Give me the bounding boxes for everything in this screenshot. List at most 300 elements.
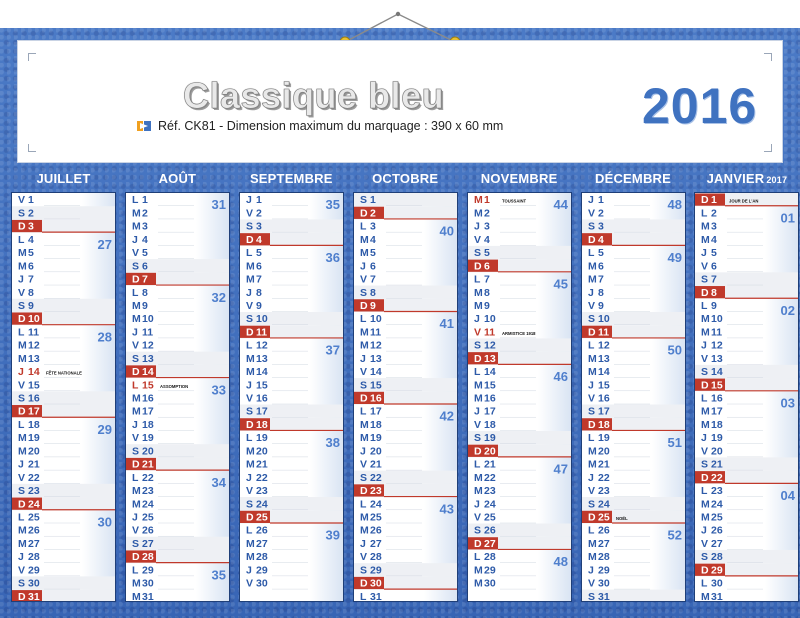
day-number: 9 [483,299,490,312]
day-row [246,340,308,352]
weekday-letter: L [587,247,594,260]
weekday-letter: M [473,577,483,590]
weekday-letter: S [359,564,367,577]
weekday-letter: S [473,432,481,445]
day-number: 7 [141,273,148,286]
day-row [126,365,229,378]
day-row [701,340,763,352]
day-number: 13 [28,352,40,365]
day-row [18,260,80,272]
day-number: 20 [255,445,268,458]
day-number: 3 [369,220,376,233]
week-number: 48 [553,554,568,570]
day-number: 9 [28,299,34,312]
weekday-letter: S [473,247,481,260]
weekday-letter: S [587,498,595,511]
week-number: 39 [325,527,340,543]
day-row [474,551,536,563]
day-row [360,445,422,457]
day-row [468,431,571,444]
weekday-letter: M [701,233,711,246]
weekday-letter: M [587,366,597,379]
day-number: 4 [141,233,148,246]
month-name-text: JUILLET [36,171,91,186]
month-days-svg [240,193,343,601]
day-row [474,406,536,418]
day-row [132,194,194,206]
day-row [701,538,763,550]
weekday-letter: V [131,339,139,352]
week-number: 32 [211,289,226,305]
weekday-letter: V [701,260,709,273]
day-number: 11 [597,326,609,339]
week-number: 37 [325,342,340,358]
day-number: 29 [28,564,40,577]
day-number: 10 [141,313,154,326]
weekday-letter: L [473,551,481,564]
day-number: 26 [369,524,382,537]
day-row [474,274,536,286]
day-number: 19 [255,432,268,445]
day-row [246,247,308,259]
day-number: 8 [711,286,718,299]
week-number: 01 [780,210,796,226]
day-row [360,432,422,444]
day-number: 14 [711,366,724,379]
day-number: 7 [255,273,262,286]
day-row [701,485,763,497]
weekday-letter: J [359,445,366,458]
day-row [474,512,536,524]
day-number: 4 [28,233,34,246]
day-row [588,538,650,550]
weekday-letter: L [245,339,253,352]
day-number: 15 [141,379,154,392]
day-number: 9 [369,299,376,312]
weekday-letter: S [701,273,709,286]
day-row [582,325,685,338]
weekday-letter: S [18,299,26,312]
day-number: 6 [483,260,490,273]
day-number: 2 [369,207,376,220]
weekday-letter: D [473,352,482,365]
holiday-label: ARMISTICE 1918 [501,330,536,336]
month-days-svg [468,193,571,601]
sunday-box [354,207,384,219]
day-number: 19 [711,432,724,445]
day-row [588,194,650,206]
weekday-letter: S [473,339,481,352]
month-column [581,168,686,608]
day-row [468,444,571,457]
day-number: 24 [711,498,724,511]
day-row [12,312,115,325]
day-row [18,234,80,246]
weekday-letter: V [359,273,367,286]
day-number: 1 [483,194,490,207]
day-row [240,510,343,523]
weekday-letter: D [131,551,140,564]
day-number: 1 [369,194,376,207]
week-number: 44 [553,197,568,213]
weekday-letter: S [473,524,481,537]
day-number: 30 [141,577,154,590]
day-number: 3 [255,220,262,233]
weekday-letter: S [245,313,253,326]
day-number: 18 [255,418,268,431]
day-number: 26 [28,524,40,537]
weekday-letter: D [473,445,482,458]
month-grid [239,192,344,602]
day-row [12,497,115,510]
week-number: 50 [667,342,682,358]
day-row [354,391,457,404]
week-number: 48 [667,197,682,213]
weekday-letter: M [701,511,711,524]
day-row [246,194,308,206]
weekday-letter: V [587,299,595,312]
day-number: 15 [369,379,382,392]
day-row [240,219,343,232]
week-number: 52 [667,527,682,543]
day-number: 6 [711,260,718,273]
weekday-letter: V [473,511,481,524]
weekday-letter: M [701,220,711,233]
day-row [701,498,763,510]
weekday-letter: M [18,445,27,458]
weekday-letter: M [245,445,255,458]
day-number: 2 [255,207,262,220]
weekday-letter: M [359,524,369,537]
day-row [246,260,308,272]
day-row [468,524,571,537]
day-row [695,272,798,285]
day-number: 4 [369,233,376,246]
day-number: 12 [483,339,496,352]
day-row [132,287,194,299]
day-number: 2 [483,207,490,220]
day-row [360,459,422,471]
day-row [588,353,650,365]
weekday-letter: V [701,352,709,365]
day-number: 10 [369,313,382,326]
weekday-letter: L [359,313,367,326]
weekday-letter: J [473,313,480,326]
weekday-letter: D [701,194,709,207]
weekday-letter: J [245,471,252,484]
weekday-letter: J [18,458,24,471]
holiday-label: JOUR DE L'AN [729,198,759,204]
day-number: 6 [28,260,34,273]
week-number: 29 [97,421,112,437]
weekday-letter: L [359,220,367,233]
weekday-letter: M [359,418,369,431]
day-row [588,207,650,219]
day-number: 20 [711,445,724,458]
day-row [701,591,763,601]
day-number: 22 [141,471,154,484]
week-number: 42 [439,408,454,424]
day-number: 25 [255,511,268,524]
day-number: 27 [28,537,40,550]
day-row [132,393,194,405]
day-number: 21 [597,458,610,471]
weekday-letter: J [473,405,480,418]
day-number: 23 [597,485,610,498]
holiday-label: ASSOMPTION [159,383,189,389]
day-row [474,379,536,391]
day-number: 16 [255,392,268,405]
weekday-letter: V [131,524,139,537]
weekday-letter: M [131,485,141,498]
day-row [246,564,308,576]
week-number: 04 [780,488,796,504]
month-name [694,168,799,190]
day-number: 4 [255,233,262,246]
day-number: 17 [28,405,40,418]
weekday-letter: M [245,537,255,550]
day-number: 21 [483,458,496,471]
weekday-letter: M [18,339,27,352]
day-number: 31 [711,590,724,601]
day-number: 2 [597,207,604,220]
weekday-letter: M [245,366,255,379]
day-row [246,393,308,405]
weekday-letter: J [473,220,480,233]
day-row [132,247,194,259]
weekday-letter: M [18,432,27,445]
day-row [12,206,115,219]
day-row [701,234,763,246]
weekday-letter: V [473,233,481,246]
weekday-letter: S [18,577,26,590]
weekday-letter: J [701,247,708,260]
weekday-letter: D [587,233,596,246]
day-row [588,379,650,391]
day-row [246,287,308,299]
weekday-letter: D [18,498,26,511]
weekday-letter: S [587,313,595,326]
weekday-letter: J [131,233,138,246]
day-row [360,247,422,259]
day-number: 29 [141,564,154,577]
weekday-letter: S [18,207,26,220]
day-row [588,485,650,497]
weekday-letter: V [18,471,26,484]
day-row [474,393,536,405]
day-number: 25 [141,511,154,524]
weekday-letter: V [245,207,253,220]
week-number: 46 [553,369,568,385]
week-number: 43 [439,501,454,517]
sunday-box [468,260,498,272]
day-row [701,300,763,312]
weekday-letter: L [473,366,481,379]
weekday-letter: V [245,577,253,590]
day-row [240,233,343,246]
day-row [240,418,343,431]
day-row [12,576,115,589]
day-row [132,498,194,510]
day-number: 25 [28,511,40,524]
weekday-letter: L [701,485,708,498]
day-number: 5 [369,247,376,260]
weekday-letter: M [587,551,597,564]
day-number: 14 [28,366,40,379]
weekday-letter: M [245,458,255,471]
day-row [132,340,194,352]
day-number: 24 [141,498,154,511]
weekday-letter: S [245,220,253,233]
weekday-letter: M [131,577,141,590]
day-row [246,551,308,563]
month-name-text: JANVIER [706,171,765,186]
weekday-letter: M [131,392,141,405]
weekday-letter: S [701,458,709,471]
day-number: 18 [28,418,40,431]
day-row [126,457,229,470]
day-number: 15 [597,379,610,392]
day-number: 1 [255,194,262,207]
weekday-letter: M [473,194,483,207]
weekday-letter: M [359,233,369,246]
day-row [701,445,763,457]
weekday-letter: M [701,326,711,339]
day-row [474,300,536,312]
weekday-letter: V [359,458,367,471]
weekday-letter: D [359,392,368,405]
day-number: 3 [141,220,148,233]
day-number: 4 [597,233,604,246]
weekday-letter: M [359,511,369,524]
day-row [126,352,229,365]
weekday-letter: L [131,194,139,207]
day-number: 8 [597,286,604,299]
weekday-letter: D [359,299,368,312]
weekday-letter: V [701,537,709,550]
day-number: 28 [28,551,40,564]
day-number: 10 [28,313,40,326]
day-number: 27 [711,537,724,550]
day-number: 15 [28,379,40,392]
crop-mark [28,53,36,61]
day-row [246,432,308,444]
day-row [588,432,650,444]
day-row [588,340,650,352]
day-row [126,272,229,285]
day-number: 17 [711,405,724,418]
weekday-letter: D [701,564,709,577]
day-number: 14 [597,366,610,379]
weekday-letter: D [359,207,368,220]
day-number: 7 [28,273,34,286]
day-row [360,221,422,233]
header-panel [17,40,783,163]
day-row [246,366,308,378]
day-row [701,432,763,444]
day-number: 25 [711,511,724,524]
weekday-letter: L [701,392,708,405]
day-number: 22 [597,471,610,484]
weekday-letter: D [245,233,254,246]
day-row [474,419,536,431]
day-number: 2 [141,207,148,220]
weekday-letter: M [18,260,27,273]
weekday-letter: D [131,458,140,471]
weekday-letter: M [587,458,597,471]
day-row [360,512,422,524]
day-row [582,312,685,325]
day-row [474,234,536,246]
day-number: 31 [597,590,610,601]
weekday-letter: S [131,537,139,550]
day-row [132,221,194,233]
month-days-svg [12,193,115,601]
week-number: 31 [211,197,226,213]
weekday-letter: D [18,313,26,326]
day-row [12,391,115,404]
day-row [588,366,650,378]
weekday-letter: M [131,220,141,233]
day-row [474,485,536,497]
month-name-text: OCTOBRE [372,171,439,186]
week-number: 35 [211,567,226,583]
weekday-letter: S [18,485,26,498]
sunday-box [240,233,270,245]
weekday-letter: M [245,551,255,564]
weekday-letter: M [131,207,141,220]
week-number: 36 [325,250,340,266]
weekday-letter: L [359,590,367,601]
weekday-letter: V [587,392,595,405]
month-name-text: NOVEMBRE [480,171,558,186]
day-number: 10 [597,313,610,326]
day-row [701,207,763,219]
day-row [588,274,650,286]
holiday-label: NOËL [615,516,628,521]
weekday-letter: V [245,392,253,405]
day-row [360,498,422,510]
day-number: 11 [28,326,40,339]
weekday-letter: D [701,379,709,392]
holiday-label: TOUSSAINT [501,198,526,204]
day-number: 12 [255,339,268,352]
day-row [588,525,650,537]
weekday-letter: J [245,194,252,207]
day-row [132,472,194,484]
day-row [132,313,194,325]
day-number: 12 [711,339,724,352]
day-row [240,312,343,325]
weekday-letter: J [587,471,594,484]
day-number: 16 [483,392,496,405]
day-row [18,419,80,431]
weekday-letter: L [473,273,481,286]
month-column [11,168,116,608]
weekday-letter: L [18,233,25,246]
weekday-letter: J [359,260,366,273]
month-column [125,168,230,608]
day-number: 31 [28,590,40,601]
day-row [360,538,422,550]
day-row [360,274,422,286]
day-row [582,590,685,601]
day-number: 22 [369,471,382,484]
day-row [18,287,80,299]
weekday-letter: V [587,207,595,220]
day-number: 8 [483,286,490,299]
day-number: 11 [711,326,723,339]
